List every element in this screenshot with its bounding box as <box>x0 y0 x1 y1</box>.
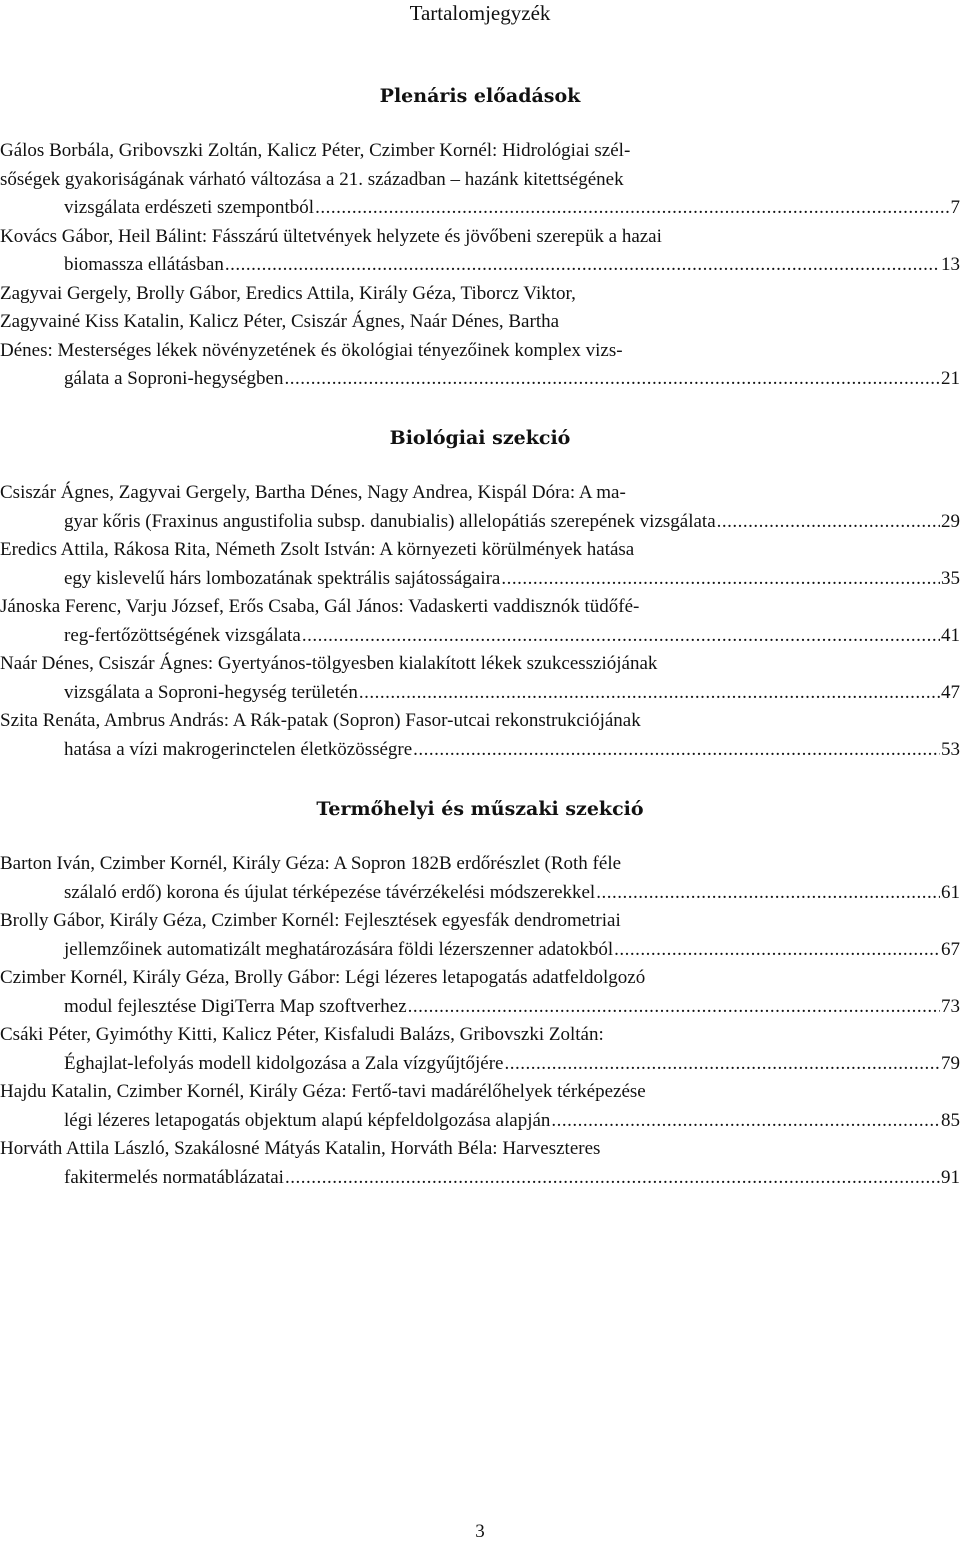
entry-text: modul fejlesztése DigiTerra Map szoftverhez <box>64 995 407 1017</box>
dot-leader <box>596 879 940 908</box>
entry-last-line <box>64 508 960 537</box>
entry-text: hatása a vízi makrogerinctelen életközösségre <box>64 738 413 760</box>
section-biology <box>0 424 960 764</box>
entry-text: reg-fertőzöttségének vizsgálata <box>64 624 301 646</box>
dot-leader <box>408 993 940 1022</box>
toc-entries <box>0 850 960 1192</box>
dot-leader <box>717 508 940 537</box>
entry-line: Brolly Gábor, Király Géza, Czimber Kornél: Fejlesztések egyesfák dendrometriai <box>0 910 621 931</box>
page-ref: 79 <box>941 1052 960 1074</box>
dot-leader <box>302 622 940 651</box>
toc-entry[interactable] <box>0 1135 960 1192</box>
dot-leader <box>551 1107 940 1136</box>
entry-text: egy kislevelű hárs lombozatának spektrális sajátosságaira <box>64 567 501 589</box>
entry-text: fakitermelés normatáblázatai <box>64 1166 284 1188</box>
entry-last-line <box>64 936 960 965</box>
entry-line: Gálos Borbála, Gribovszki Zoltán, Kalicz Péter, Czimber Kornél: Hidrológiai szél- <box>0 140 631 161</box>
entry-line: Szita Renáta, Ambrus András: A Rák-patak (Sopron) Fasor-utcai rekonstrukciójának <box>0 710 641 731</box>
dot-leader <box>315 194 949 223</box>
entry-line: Naár Dénes, Csiszár Ágnes: Gyertyános-tölgyesben kialakított lékek szukcessziójának <box>0 653 658 674</box>
page-ref: 41 <box>941 624 960 646</box>
entry-text: gyar kőris (Fraxinus angustifolia subsp. danubialis) allelopátiás szerepének vizsgálata <box>64 510 716 532</box>
toc-entries <box>0 479 960 764</box>
entry-last-line <box>64 251 960 280</box>
page-ref: 53 <box>941 738 960 760</box>
entry-last-line <box>64 622 960 651</box>
entry-text: vizsgálata erdészeti szempontból <box>64 197 315 218</box>
entry-last-line <box>64 679 960 708</box>
page-ref: 29 <box>941 510 960 532</box>
entry-text: légi lézeres letapogatás objektum alapú képfeldolgozása alapján <box>64 1109 551 1131</box>
entry-text: szálaló erdő) korona és újulat térképezése távérzékelési módszerekkel <box>64 881 596 903</box>
entry-last-line <box>64 194 960 223</box>
page-ref: 7 <box>950 197 960 218</box>
entry-last-line <box>64 365 960 394</box>
entry-text: gálata a Soproni-hegységben <box>64 368 284 389</box>
toc-entry[interactable] <box>0 593 960 650</box>
entry-line: Eredics Attila, Rákosa Rita, Németh Zsolt István: A környezeti körülmények hatása <box>0 539 635 560</box>
entry-line: Csáki Péter, Gyimóthy Kitti, Kalicz Péter, Kisfaludi Balázs, Gribovszki Zoltán: <box>0 1024 604 1045</box>
toc-entry[interactable] <box>0 1078 960 1135</box>
page-ref: 85 <box>941 1109 960 1131</box>
page-ref: 73 <box>941 995 960 1017</box>
entry-line: Zagyvai Gergely, Brolly Gábor, Eredics Attila, Király Géza, Tiborcz Viktor, <box>0 282 576 304</box>
entry-last-line <box>64 565 960 594</box>
entry-line: Dénes: Mesterséges lékek növényzetének és ökológiai tényezőinek komplex vizs- <box>0 339 623 361</box>
page-ref: 21 <box>941 368 960 389</box>
dot-leader <box>614 936 940 965</box>
toc-entry[interactable] <box>0 850 960 907</box>
dot-leader <box>413 736 940 765</box>
dot-leader <box>501 565 940 594</box>
page-ref: 35 <box>941 567 960 589</box>
dot-leader <box>359 679 940 708</box>
entry-line: Hajdu Katalin, Czimber Kornél, Király Géza: Fertő-tavi madárélőhelyek térképezése <box>0 1081 646 1102</box>
entry-text: biomassza ellátásban <box>64 254 224 275</box>
toc-entry[interactable] <box>0 907 960 964</box>
toc-entry[interactable] <box>0 964 960 1021</box>
entry-line: Csiszár Ágnes, Zagyvai Gergely, Bartha Dénes, Nagy Andrea, Kispál Dóra: A ma- <box>0 482 626 503</box>
entry-line: sőségek gyakoriságának várható változása a 21. században – hazánk kitettségének <box>0 168 624 190</box>
page-header: Tartalomjegyzék <box>409 1 551 25</box>
entry-line: Kovács Gábor, Heil Bálint: Fásszárú ültetvények helyzete és jövőbeni szerepük a hazai <box>0 225 662 247</box>
dot-leader <box>225 251 940 280</box>
entry-last-line <box>64 879 960 908</box>
section-title: Biológiai szekció <box>389 427 571 449</box>
entry-text: vizsgálata a Soproni-hegység területén <box>64 681 358 703</box>
toc-entry[interactable] <box>0 479 960 536</box>
entry-line: Barton Iván, Czimber Kornél, Király Géza: A Sopron 182B erdőrészlet (Roth féle <box>0 853 622 874</box>
entry-last-line <box>64 1050 960 1079</box>
toc-entry[interactable] <box>0 707 960 764</box>
entry-last-line <box>64 993 960 1022</box>
entry-line: Zagyvainé Kiss Katalin, Kalicz Péter, Csiszár Ágnes, Naár Dénes, Bartha <box>0 311 560 332</box>
section-site-technical <box>0 795 960 1192</box>
toc-entries <box>0 137 960 394</box>
section-title: Plenáris előadások <box>379 85 581 107</box>
toc-entry[interactable] <box>0 536 960 593</box>
page-ref: 91 <box>941 1166 960 1188</box>
page-ref: 67 <box>941 938 960 960</box>
section-plenary <box>0 82 960 394</box>
entry-last-line <box>64 1107 960 1136</box>
dot-leader <box>285 1164 940 1193</box>
entry-last-line <box>64 1164 960 1193</box>
entry-line: Horváth Attila László, Szakálosné Mátyás Katalin, Horváth Béla: Harveszteres <box>0 1138 601 1159</box>
dot-leader <box>504 1050 940 1079</box>
page-number: 3 <box>475 1521 485 1542</box>
page-ref: 61 <box>941 881 960 903</box>
entry-line: Jánoska Ferenc, Varju József, Erős Csaba, Gál János: Vadaskerti vaddisznók tüdőfé- <box>0 596 640 617</box>
toc-entry[interactable] <box>0 650 960 707</box>
toc-entry[interactable] <box>0 137 960 223</box>
entry-text: jellemzőinek automatizált meghatározására földi lézerszenner adatokból <box>64 938 614 960</box>
entry-line: Czimber Kornél, Király Géza, Brolly Gábor: Légi lézeres letapogatás adatfeldolgozó <box>0 967 646 988</box>
entry-text: Éghajlat-lefolyás modell kidolgozása a Zala vízgyűjtőjére <box>64 1052 504 1074</box>
entry-last-line <box>64 736 960 765</box>
toc-entry[interactable] <box>0 1021 960 1078</box>
section-title: Termőhelyi és műszaki szekció <box>316 798 644 820</box>
dot-leader <box>284 365 940 394</box>
page-ref: 13 <box>941 254 960 275</box>
toc-entry[interactable] <box>0 280 960 394</box>
page-ref: 47 <box>941 681 960 703</box>
toc-entry[interactable] <box>0 223 960 280</box>
